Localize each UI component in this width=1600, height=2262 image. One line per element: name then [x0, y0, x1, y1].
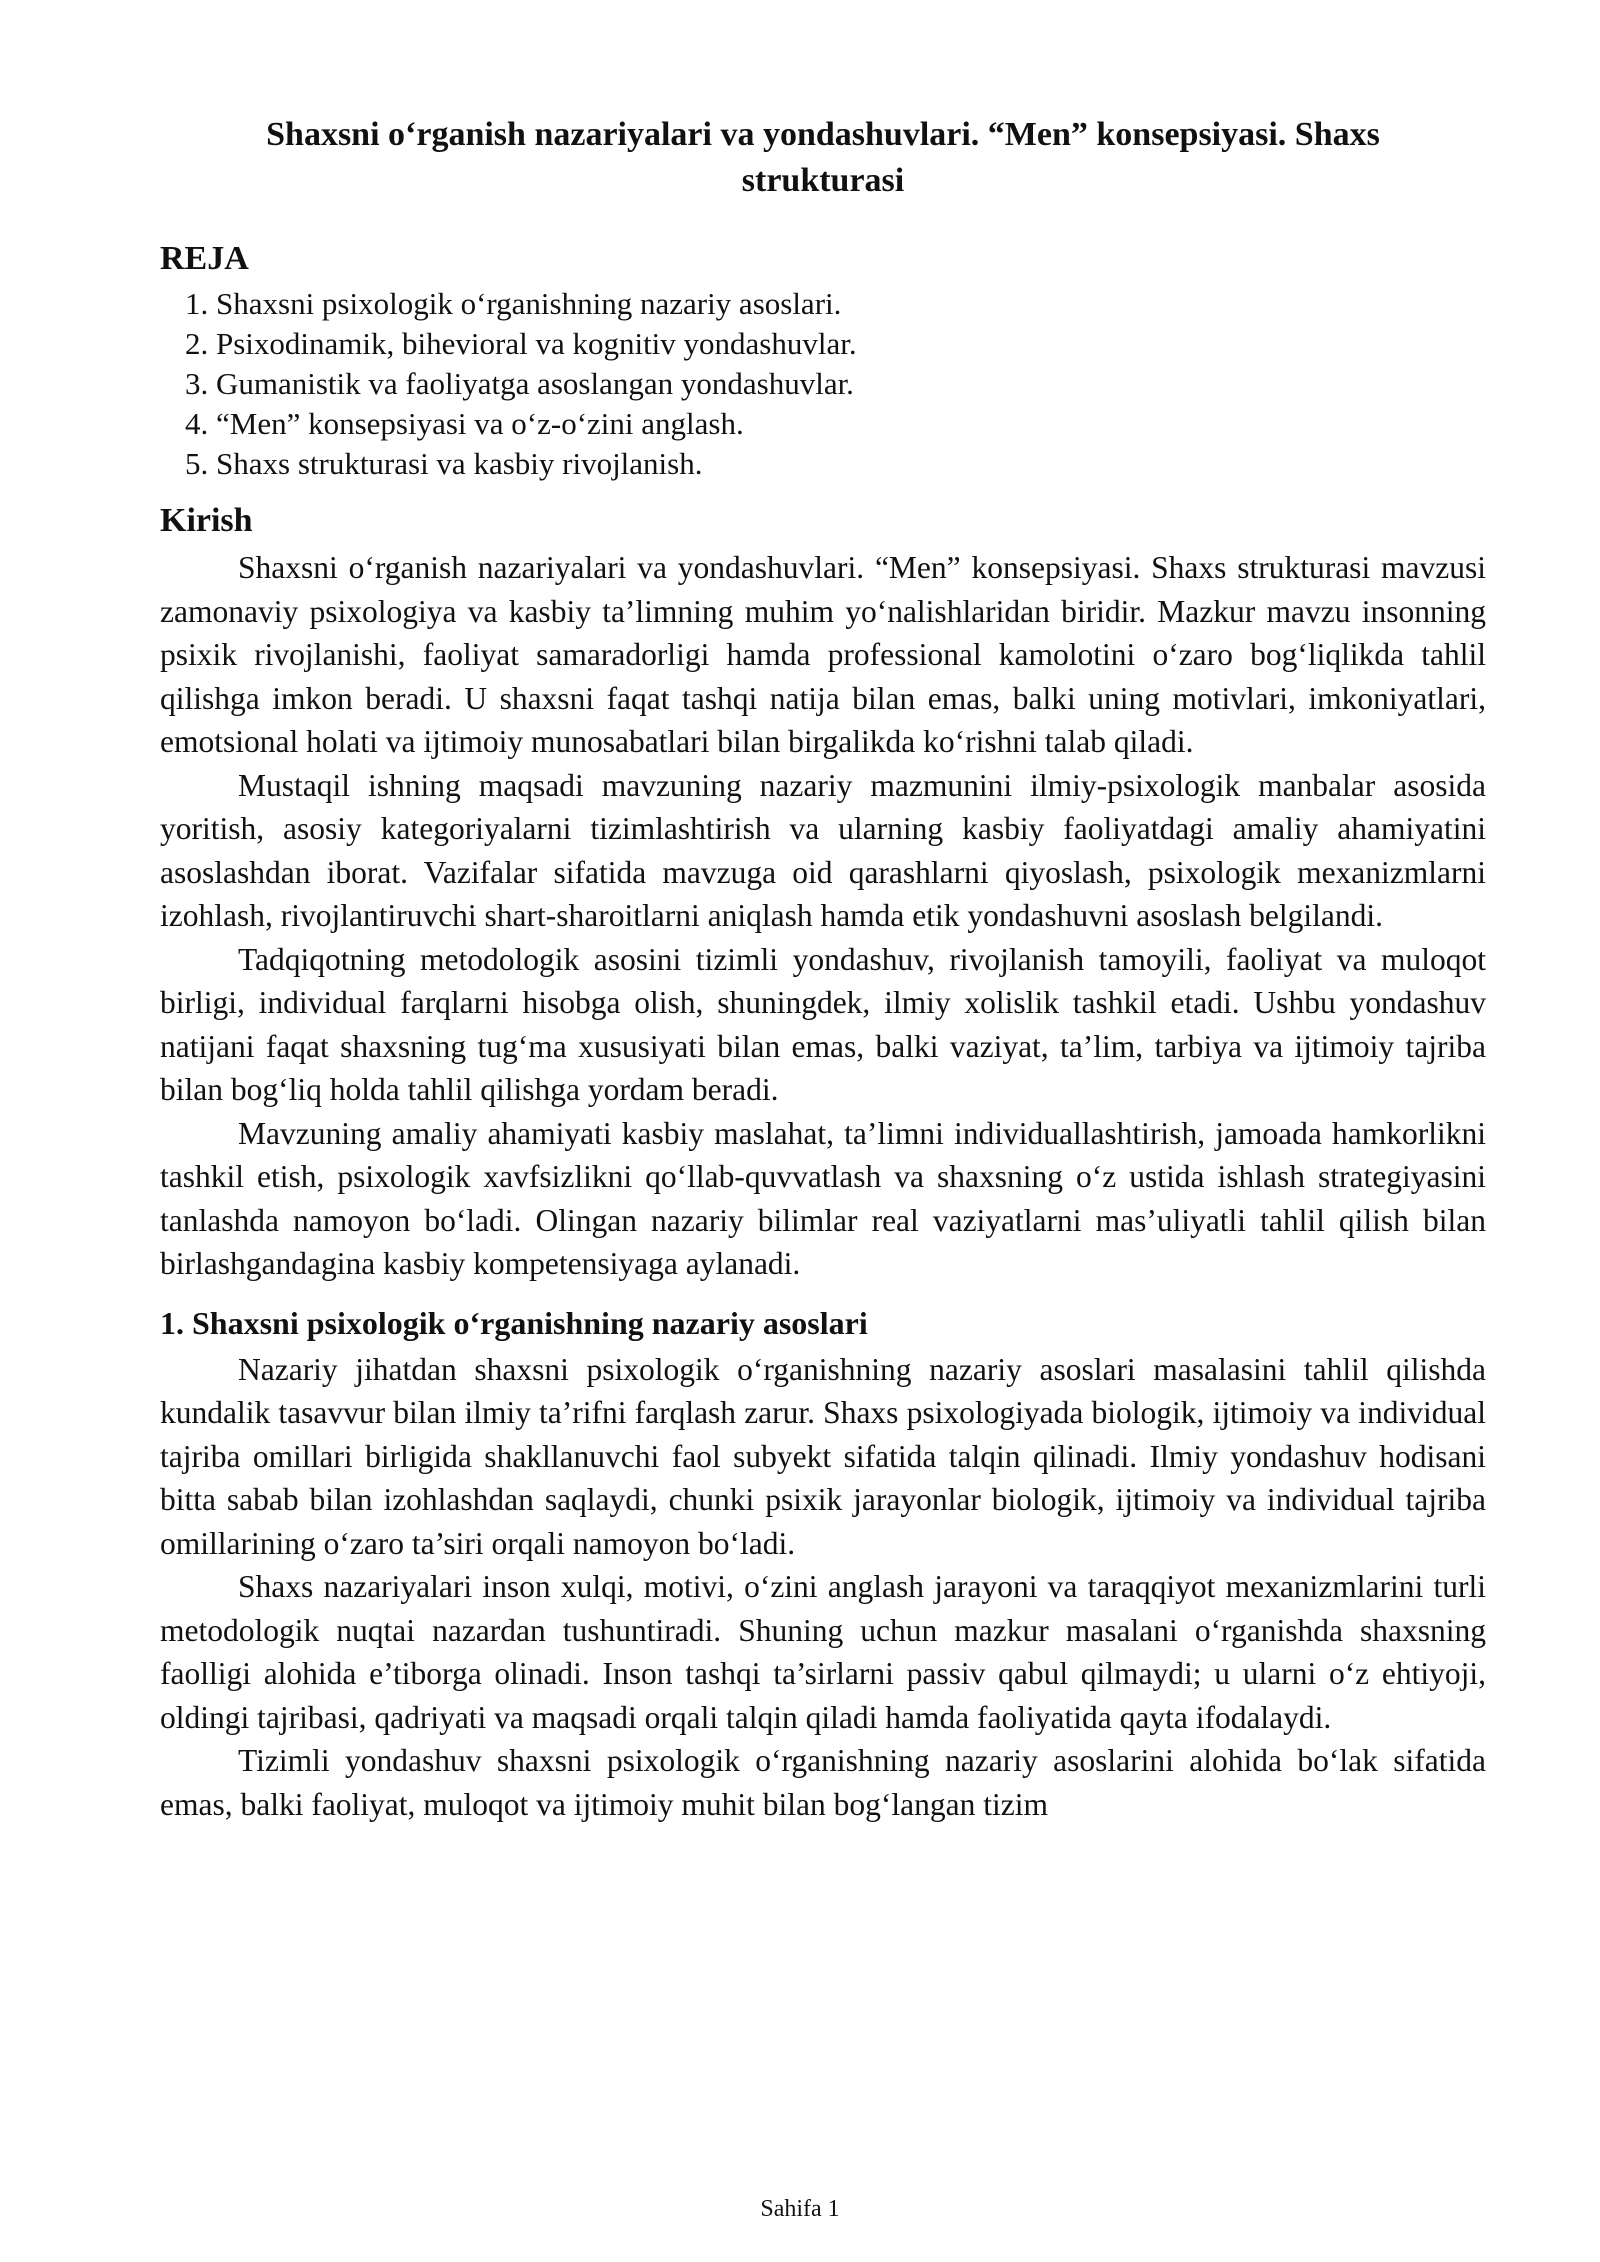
intro-paragraph: Tadqiqotning metodologik asosini tizimli yondashuv, rivojlanish tamoyili, faoliyat va muloqot birligi, individual farqlarni hisobga olish, shuningdek, ilmiy xolislik tashkil etadi. Ushbu yondashuv natijani faqat shaxsning tug‘ma xususiyati bilan emas, balki vaziyat, ta’lim, tarbiya va ijtimoiy tajriba bilan bog‘liq holda tahlil qilishga yordam beradi.: [160, 941, 1486, 1107]
section-1-heading: 1. Shaxsni psixologik o‘rganishning nazariy asoslari: [160, 1304, 868, 1341]
document-title: Shaxsni o‘rganish nazariyalari va yondashuvlari. “Men” konsepsiyasi. Shaxs strukturasi: [266, 116, 1380, 199]
document-page: [160, 112, 1486, 1826]
plan-heading: REJA: [160, 240, 249, 277]
intro-paragraph: Shaxsni o‘rganish nazariyalari va yondashuvlari. “Men” konsepsiyasi. Shaxs strukturasi mavzusi zamonaviy psixologiya va kasbiy ta’limning muhim yo‘nalishlaridan biridir. Mazkur mavzu insonning psixik rivojlanishi, faoliyat samaradorligi hamda professional kamolotini o‘zaro bog‘liqlikda tahlil qilishga imkon beradi. U shaxsni faqat tashqi natija bilan emas, balki uning motivlari, imkoniyatlari, emotsional holati va ijtimoiy munosabatlari bilan birgalikda ko‘rishni talab qiladi.: [160, 550, 1486, 759]
plan-item: 2. Psixodinamik, bihevioral va kognitiv yondashuvlar.: [216, 324, 1486, 364]
plan-item: 3. Gumanistik va faoliyatga asoslangan yondashuvlar.: [216, 364, 1486, 404]
section-1-paragraph: Tizimli yondashuv shaxsni psixologik o‘rganishning nazariy asoslarini alohida bo‘lak sifatida emas, balki faoliyat, muloqot va ijtimoiy muhit bilan bog‘langan tizim: [160, 1743, 1486, 1822]
section-1-paragraph: Nazariy jihatdan shaxsni psixologik o‘rganishning nazariy asoslari masalasini tahlil qilishda kundalik tasavvur bilan ilmiy ta’rifni farqlash zarur. Shaxs psixologiyada biologik, ijtimoiy va individual tajriba omillari birligida shakllanuvchi faol subyekt sifatida talqin qilinadi. Ilmiy yondashuv hodisani bitta sabab bilan izohlashdan saqlaydi, chunki psixik jarayonlar biologik, ijtimoiy va individual tajriba omillarining o‘zaro ta’siri orqali namoyon bo‘ladi.: [160, 1351, 1486, 1561]
plan-item: 5. Shaxs strukturasi va kasbiy rivojlanish.: [216, 444, 1486, 484]
plan-item: 4. “Men” konsepsiyasi va o‘z-o‘zini anglash.: [216, 404, 1486, 444]
intro-section: [160, 498, 1486, 1286]
intro-heading: Kirish: [160, 502, 253, 539]
section-1-paragraph: Shaxs nazariyalari inson xulqi, motivi, o‘zini anglash jarayoni va taraqqiyot mexanizmlarini turli metodologik nuqtai nazardan tushuntiradi. Shuning uchun mazkur masalani o‘rganishda shaxsning faolligi alohida e’tiborga olinadi. Inson tashqi ta’sirlarni passiv qabul qilmaydi; u ularni o‘z ehtiyoji, oldingi tajribasi, qadriyati va maqsadi orqali talqin qiladi hamda faoliyatida qayta ifodalaydi.: [160, 1569, 1486, 1735]
plan-list: [160, 284, 1486, 484]
plan-item: 1. Shaxsni psixologik o‘rganishning nazariy asoslari.: [216, 284, 1486, 324]
section-1: [160, 1300, 1486, 1827]
plan-section: [160, 236, 1486, 484]
intro-paragraph: Mustaqil ishning maqsadi mavzuning nazariy mazmunini ilmiy-psixologik manbalar asosida yoritish, asosiy kategoriyalarni tizimlashtirish va ularning kasbiy faoliyatdagi amaliy ahamiyatini asoslashdan iborat. Vazifalar sifatida mavzuga oid qarashlarni qiyoslash, psixologik mexanizmlarni izohlash, rivojlantiruvchi shart-sharoitlarni aniqlash hamda etik yondashuvni asoslash belgilandi.: [160, 767, 1486, 933]
intro-paragraph: Mavzuning amaliy ahamiyati kasbiy maslahat, ta’limni individuallashtirish, jamoada hamkorlikni tashkil etish, psixologik xavfsizlikni qo‘llab-quvvatlash va shaxsning o‘z ustida ishlash strategiyasini tanlashda namoyon bo‘ladi. Olingan nazariy bilimlar real vaziyatlarni mas’uliyatli tahlil qilish bilan birlashgandagina kasbiy kompetensiyaga aylanadi.: [160, 1115, 1486, 1281]
page-footer: Sahifa 1: [760, 2196, 840, 2222]
